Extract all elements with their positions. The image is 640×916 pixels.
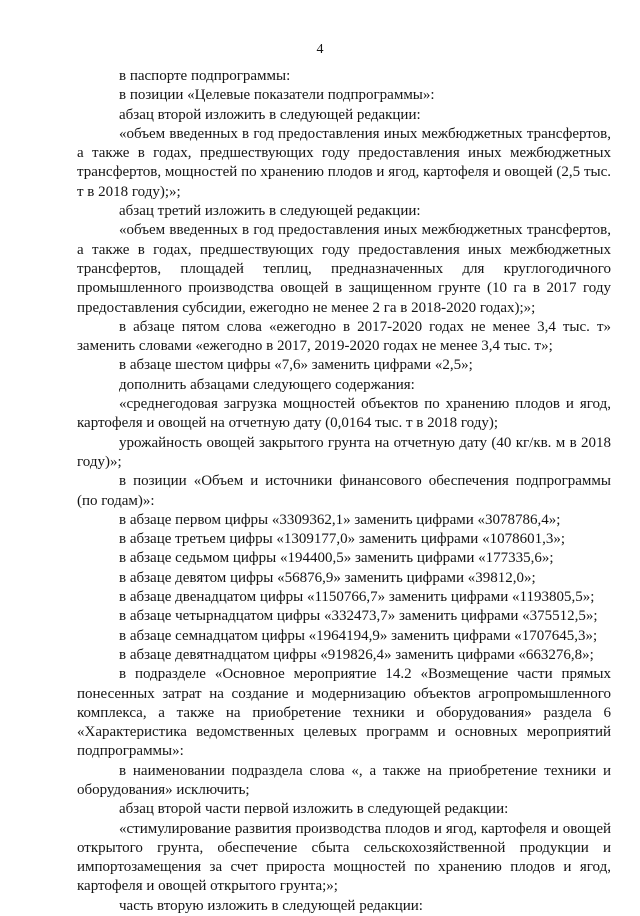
paragraph: абзац второй изложить в следующей редакции: [119,106,421,123]
paragraph: абзац второй части первой изложить в следующей редакции: [119,801,509,818]
paragraph: в позиции «Объем и источники финансового обеспечения подпрограммы (по годам)»: [77,473,611,509]
paragraph: часть вторую изложить в следующей редакции: [119,897,423,914]
paragraph: «объем введенных в год предоставления иных межбюджетных трансфертов, а также в годах, предшествующих году предоставления иных межбюджетных трансфертов, мощностей по хранению плодов и ягод, картофеля и овощей (2,5 тыс. т в 2018 году);»; [77,125,611,200]
paragraph: урожайность овощей закрытого грунта на отчетную дату (40 кг/кв. м в 2018 году)»; [77,434,611,470]
paragraph: «среднегодовая загрузка мощностей объектов по хранению плодов и ягод, картофеля и овощей на отчетную дату (0,0164 тыс. т в 2018 году); [77,396,611,432]
paragraph: в наименовании подраздела слова «, а также на приобретение техники и оборудования» исключить; [77,762,611,798]
paragraph: в абзаце первом цифры «3309362,1» заменить цифрами «3078786,4»; [119,511,561,528]
paragraph: в абзаце семнадцатом цифры «1964194,9» заменить цифрами «1707645,3»; [119,627,598,644]
document-body [77,67,611,916]
paragraph: абзац третий изложить в следующей редакции: [119,203,421,220]
paragraph: в подразделе «Основное мероприятие 14.2 «Возмещение части прямых понесенных затрат на создание и модернизацию объектов агропромышленного комплекса, а также на приобретение техники и оборудования» раздела 6 «Характеристика ведомственных целевых программ и основных мероприятий подпрограммы»: [77,666,611,760]
paragraph: в абзаце седьмом цифры «194400,5» заменить цифрами «177335,6»; [119,550,554,567]
paragraph: «стимулирование развития производства плодов и ягод, картофеля и овощей открытого грунта, обеспечение сбыта сельскохозяйственной продукции и импортозамещения за счет прироста мощностей по хранению плодов и ягод, картофеля и овощей открытого грунта;»; [77,820,611,895]
paragraph: дополнить абзацами следующего содержания: [119,376,415,393]
paragraph: в абзаце четырнадцатом цифры «332473,7» заменить цифрами «375512,5»; [119,608,598,625]
page-number: 4 [316,42,324,57]
paragraph: в абзаце девятнадцатом цифры «919826,4» заменить цифрами «663276,8»; [119,646,594,663]
paragraph: в абзаце девятом цифры «56876,9» заменить цифрами «39812,0»; [119,569,536,586]
paragraph: «объем введенных в год предоставления иных межбюджетных трансфертов, а также в годах, предшествующих году предоставления иных межбюджетных трансфертов, площадей теплиц, предназначенных для круглогодичного промышленного производства овощей в защищенном грунте (10 га в 2017 году предоставления субсидии, ежегодно не менее 2 га в 2018-2020 годах);»; [77,222,611,316]
paragraph: в абзаце пятом слова «ежегодно в 2017-2020 годах не менее 3,4 тыс. т» заменить словами «ежегодно в 2017, 2019-2020 годах не менее 3,4 тыс. т»; [77,318,611,355]
paragraph: в позиции «Целевые показатели подпрограммы»: [119,87,435,104]
paragraph: в абзаце третьем цифры «1309177,0» заменить цифрами «1078601,3»; [119,531,565,548]
paragraph: в абзаце двенадцатом цифры «1150766,7» заменить цифрами «1193805,5»; [119,589,595,606]
paragraph: в паспорте подпрограммы: [119,68,291,84]
paragraph: в абзаце шестом цифры «7,6» заменить цифрами «2,5»; [119,357,473,374]
